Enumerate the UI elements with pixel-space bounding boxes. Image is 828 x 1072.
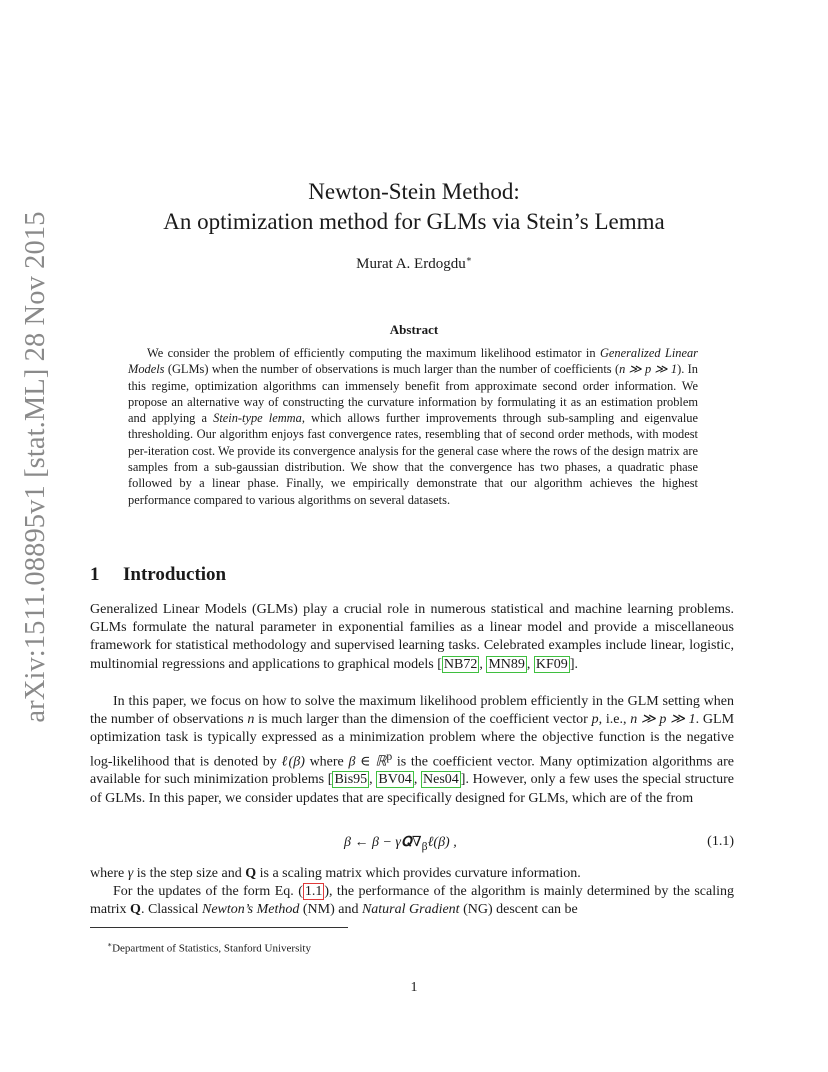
equation-subscript: β xyxy=(421,839,428,853)
p3-gamma: γ xyxy=(127,866,134,881)
p3-b: is the step size and xyxy=(133,866,246,881)
paper-title-line-1: Newton-Stein Method: xyxy=(308,179,520,204)
author-footnote-mark: ∗ xyxy=(465,254,472,264)
abstract-em-stein: Stein-type lemma xyxy=(213,411,302,426)
p1-text: Generalized Linear Models (GLMs) play a crucial role in numerous statistical and machine learning problems. GLMs formulate the natural parameter in exponential families as a linear model and provide a miscellaneous framework for statistical methodology and supervised learning tasks. Celebrated examples include linear, logistic, multinomial regressions and applications to graphical models xyxy=(90,602,734,672)
p2-math-3: β ∈ ℝ xyxy=(348,754,387,770)
page-number: 1 xyxy=(410,980,418,995)
p4-c: . Classical xyxy=(140,902,202,918)
footnote xyxy=(107,940,311,955)
p4-a: For the updates of the form Eq. xyxy=(113,884,299,899)
p4-b: , the performance of the algorithm is mainly determined by the scaling matrix xyxy=(90,884,734,918)
intro-paragraph-4: For the updates of the form Eq. ( 1.1 ), the performance of the algorithm is mainly determined by the scaling matrix Q. Classical Newton’s Method (NM) and Natural Gradient (NG) descent can be xyxy=(90,884,734,918)
p3-Q: Q xyxy=(245,866,257,881)
p2-math-2: ℓ(β) xyxy=(281,754,305,770)
p3-c: is a scaling matrix which provides curvature information. xyxy=(256,866,581,881)
abstract-heading: Abstract xyxy=(389,322,439,337)
footnote-rule xyxy=(90,927,348,928)
author-name xyxy=(0,254,828,273)
abstract-s1: We consider the problem of efficiently computing the maximum likelihood estimator in xyxy=(147,346,600,360)
abstract-em-glm: Generalized Linear Models xyxy=(128,346,698,377)
abstract-body xyxy=(128,345,698,508)
equation-body xyxy=(344,834,457,853)
p4-Q: Q xyxy=(130,902,141,918)
p2-a: In this paper, we focus on how to solve the maximum likelihood problem efficiently in the GLM setting when the number of observations xyxy=(90,694,734,728)
abstract-s4: , which allows further improvements through sub-sampling and eigenvalue thresholding. Our algorithm enjoys fast convergence rates, resembling that of second order methods, with modest per-iteration cost. We provide its convergence analysis for the general case where the rows of the design matrix are samples from a sub-gaussian distribution. We show that the convergence has two phases, a quadratic phase followed by a linear phase. Finally, we empirically demonstrate that our algorithm achieves the highest performance compared to various algorithms on several datasets. xyxy=(128,411,699,507)
p2-b: is much larger than the dimension of the coefficient vector xyxy=(254,712,592,728)
abstract-s3: ). In this regime, optimization algorithms can immensely benefit from approximate second order information. We propose an alternative way of constructing the curvature information by formulating it as an estimation problem and applying a xyxy=(128,362,698,426)
p3-a: where xyxy=(90,866,128,881)
p2-math-3-sup: p xyxy=(386,749,393,763)
p2-p: p xyxy=(591,712,599,728)
p2-g: . However, only a few uses the special structure of GLMs. In this paper, we consider updates that are specifically designed for GLMs, which are of the from xyxy=(90,772,734,806)
citation-link-kf09[interactable]: KF09 xyxy=(535,656,568,672)
intro-paragraph-3 xyxy=(90,865,734,883)
abstract-math: n ≫ p ≫ 1 xyxy=(619,362,678,377)
p4-e: (NG) descent can be xyxy=(459,902,578,918)
equation-tail: ℓ(β) , xyxy=(427,835,457,850)
equation-number: (1.1) xyxy=(707,834,734,849)
section-number: 1 xyxy=(90,564,100,585)
citation-link-nb72[interactable]: NB72 xyxy=(443,656,478,672)
abstract-s2: (GLMs) when the number of observations is much larger than the number of coefficients ( xyxy=(164,362,620,377)
p2-n: n xyxy=(247,712,255,728)
equation-main: β ← β − γ𝐐∇ xyxy=(344,835,422,850)
equation-ref-link[interactable]: 1.1 xyxy=(304,884,323,899)
section-title: Introduction xyxy=(123,564,227,585)
p2-e: where xyxy=(304,754,349,770)
intro-paragraph-2: In this paper, we focus on how to solve the maximum likelihood problem efficiently in the GLM setting when the number of observations n is much larger than the dimension of the coefficient vector p, i.e., n ≫ p ≫ 1. GLM optimization task is typically expressed as a minimization problem where the objective function is the negative log-likelihood that is denoted by ℓ(β) where β ∈ ℝ$^p$ is the coefficient vector. Many optimization algorithms are available for such minimization problems [ Bis95 , BV04 , Nes04 ]. However, only a few uses the special structure of GLMs. In this paper, we consider updates that are specifically designed for GLMs, which are of the from xyxy=(90,694,735,806)
p2-d: . GLM optimization task is typically expressed as a minimization problem where the objective function is the negative log-likelihood that is denoted by xyxy=(90,712,735,770)
author-text: Murat A. Erdogdu xyxy=(356,256,466,272)
citation-link-nes04[interactable]: Nes04 xyxy=(423,772,459,788)
footnote-text: Department of Statistics, Stanford University xyxy=(112,942,311,955)
citation-link-bis95[interactable]: Bis95 xyxy=(334,772,368,788)
p4-em-natural-gradient: Natural Gradient xyxy=(361,902,460,918)
p4-em-newton: Newton’s Method xyxy=(201,902,300,918)
citation-link-mn89[interactable]: MN89 xyxy=(488,656,525,672)
section-heading-introduction xyxy=(90,564,226,586)
footnote-mark: ∗ xyxy=(107,940,113,949)
citation-link-bv04[interactable]: BV04 xyxy=(378,772,412,788)
intro-paragraph-1: Generalized Linear Models (GLMs) play a crucial role in numerous statistical and machine learning problems. GLMs formulate the natural parameter in exponential families as a linear model and provide a miscellaneous framework for statistical methodology and supervised learning tasks. Celebrated examples include linear, logistic, multinomial regressions and applications to graphical models [ NB72 , MN89 , KF09 ]. xyxy=(90,602,734,672)
paper-title-line-2: An optimization method for GLMs via Stein’s Lemma xyxy=(163,209,665,234)
p2-c: , i.e., xyxy=(598,712,631,728)
p2-f: is the coefficient vector. Many optimization algorithms are available for such minimization problems xyxy=(90,754,734,788)
p2-math-1: n ≫ p ≫ 1 xyxy=(630,712,696,728)
arxiv-identifier: arXiv:1511.08895v1 [stat.ML] 28 Nov 2015 xyxy=(20,211,51,723)
p4-d: (NM) and xyxy=(299,902,362,918)
